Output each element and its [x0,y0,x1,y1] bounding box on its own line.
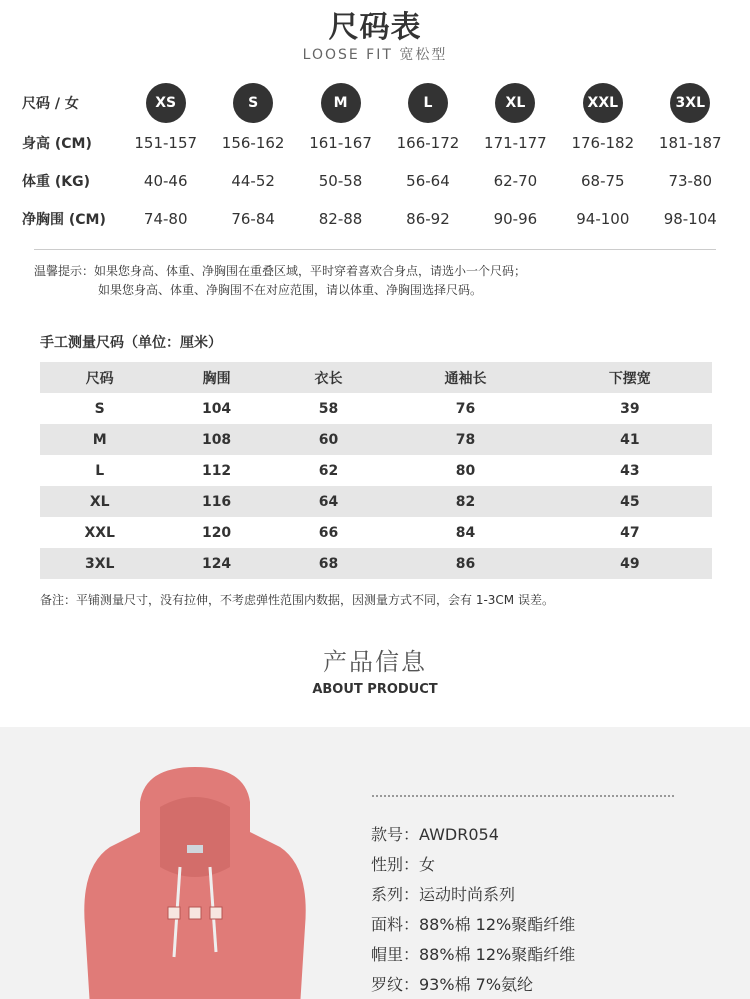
column-header: 下摆宽 [548,362,712,393]
table-row [40,424,712,455]
hoodie-image [70,767,320,999]
size-header-row [22,82,734,124]
size-badge: 3XL [670,83,710,123]
table-row [40,486,712,517]
size-header-label: 尺码 / 女 [22,96,79,112]
value-cell: 94-100 [576,210,630,228]
size-cell [559,82,646,124]
table-cell: 80 [455,462,476,479]
table-cell: 3XL [40,548,159,579]
weight-row [22,162,734,200]
row-label: 体重 (KG) [22,174,91,190]
info-fabric: 面料：88%棉 12%聚酯纤维 [371,915,576,934]
info-series: 系列：运动时尚系列 [371,885,516,904]
about-title-en: ABOUT PRODUCT [312,682,438,697]
table-cell: 66 [318,524,339,541]
info-hood-lining: 帽里：88%棉 12%聚酯纤维 [371,945,576,964]
section-divider [34,249,716,250]
table-cell: 86 [383,548,547,579]
column-header: 胸围 [159,362,273,393]
column-header: 衣长 [274,362,384,393]
patch [189,907,201,919]
table-cell: L [95,462,105,479]
height-row [22,124,734,162]
info-gender: 性别：女 [371,855,436,874]
size-cell [647,82,734,124]
table-cell: 112 [201,462,232,479]
value-cell: 74-80 [143,210,188,228]
tips-line-2: 如果您身高、体重、净胸围不在对应范围，请以体重、净胸围选择尺码。 [98,283,483,297]
table-cell: 116 [159,486,273,517]
table-row [40,517,712,548]
table-cell: 45 [548,486,712,517]
table-cell: 39 [620,400,640,417]
page-title: 尺码表 [328,10,422,45]
value-cell: 40-46 [143,172,188,190]
table-cell: M [40,424,159,455]
size-tips [34,262,526,300]
size-chart-table [22,82,734,238]
value-cell: 161-167 [309,134,372,152]
table-cell: 64 [274,486,384,517]
table-cell: 58 [318,400,339,417]
table-row [40,393,712,424]
table-cell: 108 [159,424,273,455]
table-cell: 47 [620,524,640,541]
table-row [40,548,712,579]
chest-row [22,200,734,238]
value-cell: 56-64 [406,172,450,190]
column-header: 通袖长 [383,362,547,393]
table-cell: XXL [84,524,115,541]
hood-opening [160,797,230,877]
value-cell: 176-182 [571,134,635,152]
value-cell: 151-157 [134,134,198,152]
value-cell: 98-104 [663,210,717,228]
table-cell: 60 [274,424,384,455]
value-cell: 73-80 [668,172,713,190]
table-cell: 84 [455,524,476,541]
dotted-divider [372,795,674,797]
table-cell: 62 [318,462,339,479]
value-cell: 90-96 [493,210,538,228]
value-cell: 44-52 [231,172,275,190]
product-info [371,820,575,999]
fit-subtitle: LOOSE FIT 宽松型 [302,47,448,63]
patch [210,907,222,919]
measure-note: 备注：平铺测量尺寸，没有拉伸，不考虑弹性范围内数据，因测量方式不同，会有 1-3CM 误差。 [40,593,554,607]
table-cell: 82 [383,486,547,517]
table-cell: XL [40,486,159,517]
value-cell: 171-177 [484,134,547,152]
manual-header-row [40,362,712,393]
size-badge: L [408,83,448,123]
row-label: 身高 (CM) [22,136,92,152]
size-cell [297,82,384,124]
manual-measure-table [40,362,712,579]
size-cell [472,82,559,124]
table-cell: 68 [274,548,384,579]
value-cell: 68-75 [581,172,625,190]
size-cell [384,82,471,124]
value-cell: 166-172 [396,134,460,152]
info-style-no: 款号：AWDR054 [371,825,499,844]
size-cell [122,82,209,124]
row-label: 净胸围 (CM) [22,212,106,228]
tips-line-1: 温馨提示：如果您身高、体重、净胸围在重叠区域，平时穿着喜欢合身点，请选小一个尺码； [34,264,527,278]
value-cell: 181-187 [658,134,722,152]
size-badge: S [233,83,273,123]
size-badge: XXL [583,83,623,123]
table-cell: 104 [201,400,232,417]
table-cell: 124 [159,548,273,579]
size-cell [209,82,296,124]
table-cell: 76 [455,400,476,417]
table-cell: S [94,400,105,417]
size-badge: M [321,83,361,123]
table-cell: 120 [201,524,232,541]
table-row [40,455,712,486]
manual-measure-title: 手工测量尺码（单位：厘米） [40,335,222,351]
size-badge: XS [146,83,186,123]
neck-label [187,845,203,853]
table-cell: 49 [548,548,712,579]
product-section [0,727,750,999]
table-cell: 78 [383,424,547,455]
table-cell: 41 [548,424,712,455]
column-header: 尺码 [40,362,159,393]
value-cell: 50-58 [318,172,363,190]
value-cell: 62-70 [493,172,538,190]
size-badge: XL [495,83,535,123]
value-cell: 82-88 [318,210,363,228]
value-cell: 156-162 [221,134,285,152]
info-rib: 罗纹：93%棉 7%氨纶 [371,975,534,994]
table-cell: 43 [620,462,640,479]
value-cell: 86-92 [406,210,450,228]
value-cell: 76-84 [231,210,275,228]
about-title-cn: 产品信息 [323,648,427,676]
patch [168,907,180,919]
